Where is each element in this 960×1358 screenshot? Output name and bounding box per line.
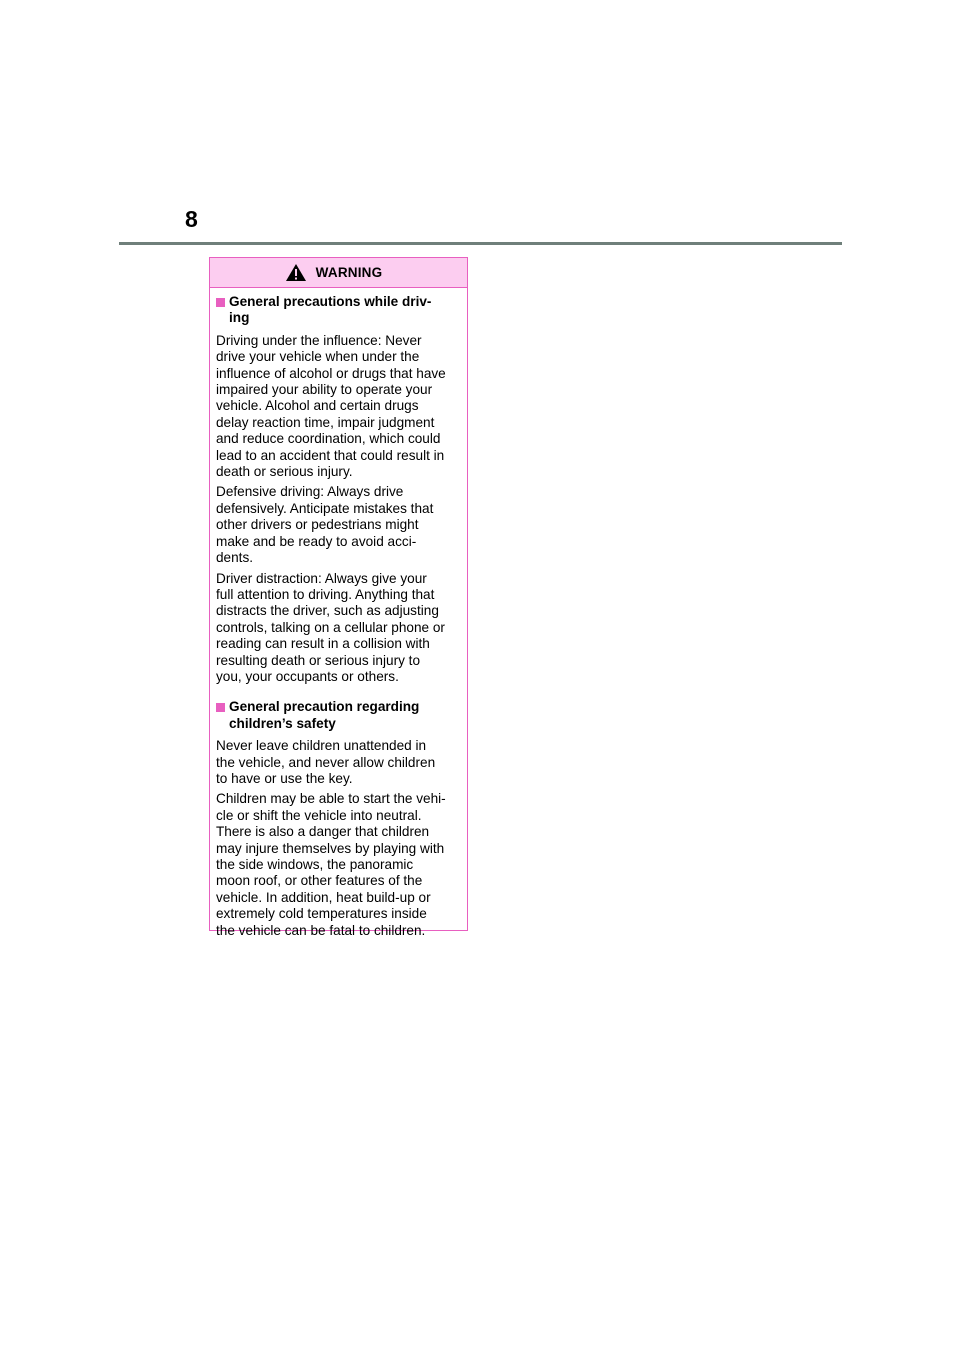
pink-square-icon <box>216 298 225 307</box>
page-number: 8 <box>185 206 198 232</box>
warning-body <box>210 288 467 939</box>
paragraph-driver-distraction: Driver distraction: Always give your full attention to driving. Anything that distracts the driver, such as adjusting controls, talking on a cellular phone or reading can result in a collision with resulting death or serious injury to you, your occupants or others. <box>216 570 445 684</box>
paragraph-children-unattended: Never leave children unattended in the vehicle, and never allow children to have or use the key. <box>216 738 436 786</box>
warning-box <box>209 257 468 938</box>
paragraph-children-dangers: Children may be able to start the vehi- cle or shift the vehicle into neutral. There is also a danger that children may injure themselves by playing with the side windows, the panoramic moon roof, or other features of the vehicle. In addition, heat build-up or extremely cold temperatures inside the vehicle can be fatal to children. <box>216 791 446 938</box>
section-gap <box>216 689 461 699</box>
paragraph-defensive-driving: Defensive driving: Always drive defensively. Anticipate mistakes that other drivers or pedestrians might make and be ready to avoid acci- dents. <box>216 484 434 566</box>
paragraph-driving-influence: Driving under the influence: Never drive your vehicle when under the influence of alcohol or drugs that have impaired your ability to operate your vehicle. Alcohol and certain drugs delay reaction time, impair judgment and reduce coordination, which could lead to an accident that could result in death or serious injury. <box>216 332 446 480</box>
header-rule <box>119 242 842 245</box>
warning-header <box>210 258 467 288</box>
section-heading-text: General precautions while driv- ing <box>229 294 432 326</box>
pink-square-icon <box>216 703 225 712</box>
warning-title: WARNING <box>315 264 383 280</box>
section-heading <box>216 699 461 732</box>
section-heading-text: General precaution regarding children’s safety <box>229 699 420 731</box>
warning-triangle-icon <box>285 263 307 282</box>
section-heading <box>216 294 461 327</box>
